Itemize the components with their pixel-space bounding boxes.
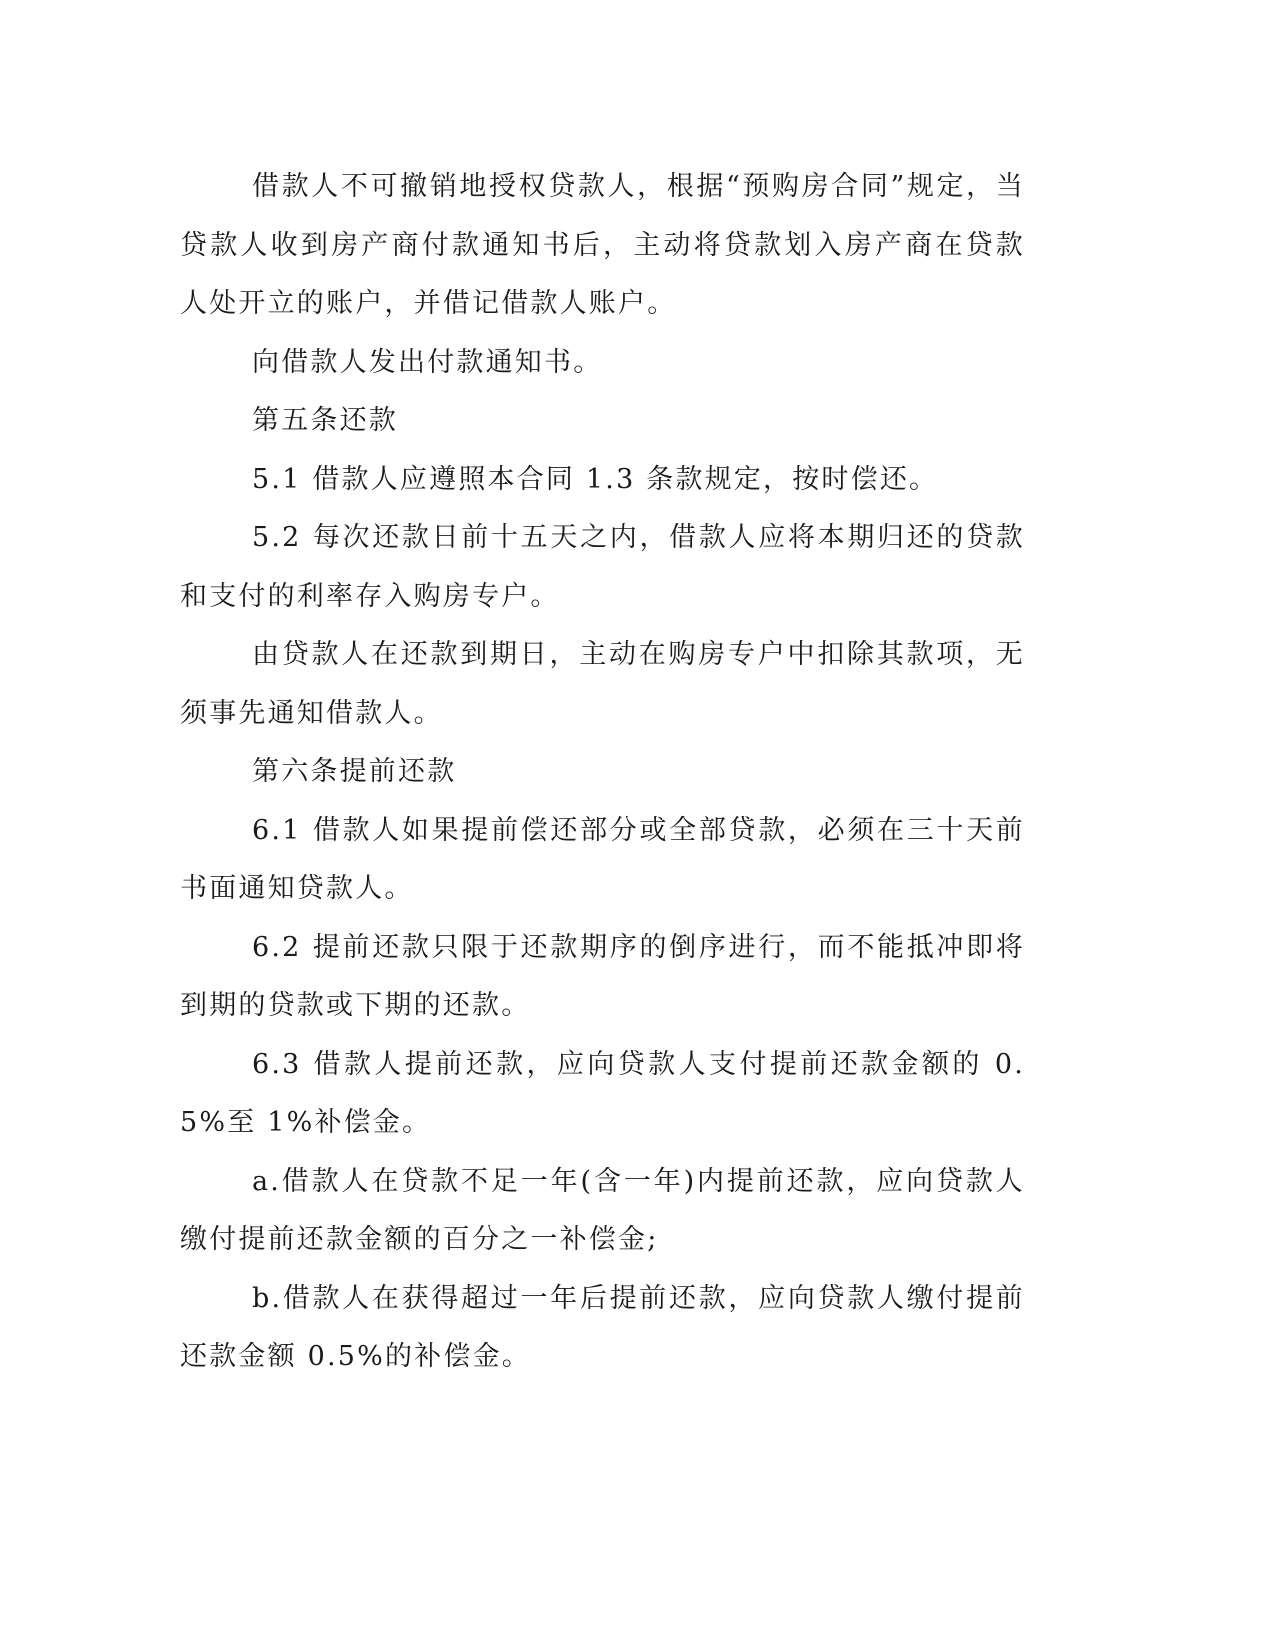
clause-6-3-b: b.借款人在获得超过一年后提前还款，应向贷款人缴付提前还款金额 0.5%的补偿金。 [180, 1282, 1025, 1372]
document-body [180, 158, 1025, 1387]
clause-5-2: 5.2 每次还款日前十五天之内，借款人应将本期归还的贷款和支付的利率存入购房专户。 [180, 522, 1025, 612]
heading-article-6: 第六条提前还款 [252, 756, 457, 787]
clause-6-3-a: a.借款人在贷款不足一年(含一年)内提前还款，应向贷款人缴付提前还款金额的百分之一补偿金; [180, 1165, 1025, 1255]
heading-article-5: 第五条还款 [252, 405, 398, 436]
clause-6-2: 6.2 提前还款只限于还款期序的倒序进行，而不能抵冲即将到期的贷款或下期的还款。 [180, 931, 1025, 1021]
clause-6-1: 6.1 借款人如果提前偿还部分或全部贷款，必须在三十天前书面通知贷款人。 [180, 814, 1025, 904]
paragraph-deduction: 由贷款人在还款到期日，主动在购房专户中扣除其款项，无须事先通知借款人。 [180, 639, 1025, 729]
paragraph-payment-notice: 向借款人发出付款通知书。 [252, 346, 603, 378]
clause-6-3: 6.3 借款人提前还款，应向贷款人支付提前还款金额的 0.5%至 1%补偿金。 [180, 1048, 1025, 1138]
paragraph-authorization: 借款人不可撤销地授权贷款人，根据“预购房合同”规定，当贷款人收到房产商付款通知书后，主动将贷款划入房产商在贷款人处开立的账户，并借记借款人账户。 [180, 171, 1025, 319]
clause-5-1: 5.1 借款人应遵照本合同 1.3 条款规定，按时偿还。 [252, 463, 939, 495]
